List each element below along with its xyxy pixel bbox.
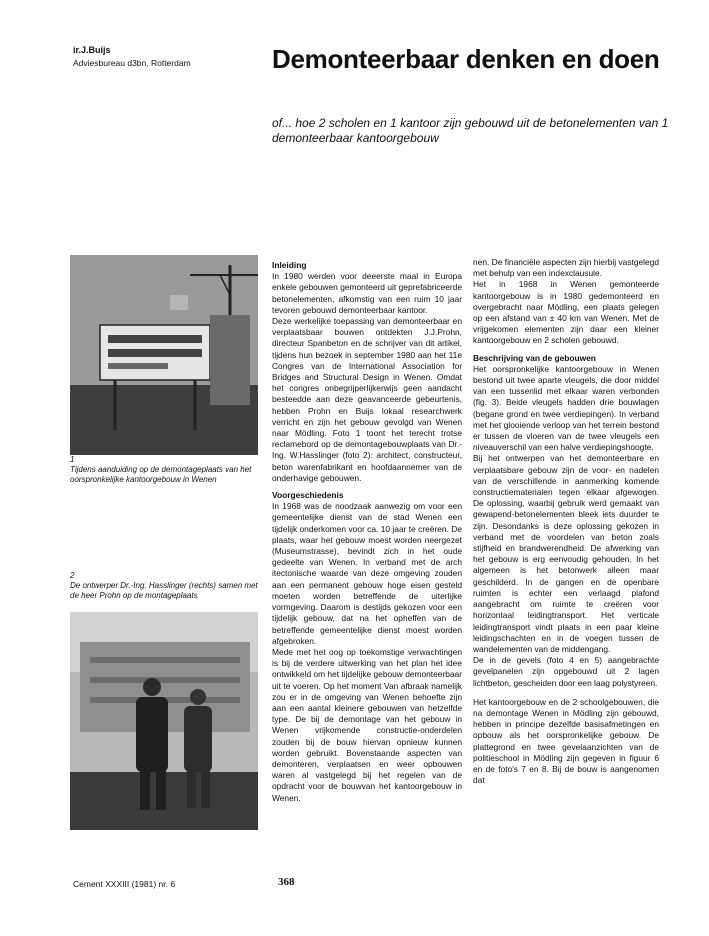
section-heading-beschrijving: Beschrijving van de gebouwen — [473, 352, 596, 363]
author-name: ir.J.Buijs — [73, 45, 111, 55]
paragraph: Het in 1968 in Wenen gemonteerde kantoorgebouw is in 1980 gedemonteerd en overgebracht naar Mödling, een plaats gelegen op een afstand van ± 40 km van Wenen. Met de vrijgekomen elementen zijn daar een kleiner kantoorgebouw en 2 scholen gebouwd. — [473, 279, 659, 346]
figure-1-caption-text: Tijdens aanduiding op de demontageplaats van het oorspronkelijke kantoorgebouw in Wenen — [70, 465, 252, 484]
photo-two-men — [70, 612, 258, 830]
section-heading-voorgeschiedenis: Voorgeschiedenis — [272, 490, 344, 501]
article-column-2 — [473, 257, 659, 842]
journal-reference: Cement XXXIII (1981) nr. 6 — [73, 879, 176, 889]
paragraph: De in de gevels (foto 4 en 5) aangebrachte gevelpanelen zijn opgebouwd uit 2 lagen lichtbeton, gescheiden door een laag polystyreen. — [473, 655, 659, 688]
author-affiliation: Adviesbureau d3bn, Rotterdam — [73, 58, 191, 68]
article-title: Demonteerbaar denken en doen — [272, 44, 660, 74]
paragraph: In 1968 was de noodzaak aanwezig om voor een gemeentelijke dienst van de stad Wenen een tijdelijk onderkomen voor ca. 10 jaar te creëren. De plaats, waar het gebouw moest worden neergezet (Museumstrasse), bevindt zich in het oude gedeelte van Wenen. In verband met de arch itectonische waarde van deze omgeving zouden aan een permanent gebouw hoge eisen gesteld moeten worden betreffende de uiterlijke vormgeving. Daarom is destijds gekozen voor een tijdelijk gebouw, dat na het opheffen van de betreffende gemeentelijke dienst moest worden afgebroken. — [272, 501, 462, 646]
paragraph: nen. De financiële aspecten zijn hierbij vastgelegd met behulp van een indexclausule. — [473, 257, 659, 279]
paragraph: Deze werkelijke toepassing van demonteerbaar en verplaatsbaar bouwen ontdekten J.J.Prohn, directeur Spanbeton en de schrijver van dit artikel, tijdens hun bezoek in september 1980 aan het 11e Congres van de International Association for Bridges and Structural Design in Wenen. Omdat het congres onbegrijperlijkerwijs geen aandacht besteedde aan deze geavanceerde gebeurtenis, hebben Prohn en Buijs lokaal researchwerk verricht en zijn het gebouw gevolgd van Wenen naar Mödling. Foto 1 toont het terecht trotse reclamebord op de demontagebouwplaats van Dr.-Ing. W.Hasslinger (foto 2): architect, constructeur, beton warenfabrikant en hoofdaannemer van de onderhavige gebouwen. — [272, 316, 462, 483]
page-number: 368 — [278, 876, 295, 888]
section-heading-inleiding: Inleiding — [272, 260, 307, 270]
paragraph: Het kantoorgebouw en de 2 schoolgebouwen, die na demontage Wenen in Mödling zijn gebouwd, hebben in principe dezelfde basisafmetingen en opbouw als het oorspronkelijke gebouw. De plattegrond en twee gevelaanzichten van de politieschool in Mödling zijn gegeven in figuur 6 en de foto's 7 en 8. Bij de bouw is aangenomen dat — [473, 696, 659, 786]
photo-1-illustration — [70, 255, 258, 455]
paragraph: Bij het ontwerpen van het demonteerbare en verplaatsbare gebouw zijn de voor- en nadelen van de verschillende in aanmerking komende constructiematerialen tegen elkaar afgewogen. De oplossing, waarbij gebruik werd gemaakt van gewapend-betonelementen bleek iets duurder te zijn. Desondanks is deze oplossing gekozen in verband met de voordelen van beton zoals stijfheid en brandwerendheid. De afwerking van het gebouw is erg eenvoudig gehouden. In het algemeen is het betonwerk alleen maar geschilderd. In de gangen en de openbare ruimten is echter een verlaagd plafond aangebracht om ruimte te creëren voor horizontaal leidingtransport. Het verticale leidingtransport vindt plaats in een paar kleine leidingschachten en in de voegen tussen de wandelementen van de middengang. — [473, 453, 659, 654]
paragraph: Mede met het oog op toekomstige verwachtingen is bij de verdere uitwerking van het plan het idee ontwikkeld om het tijdelijke gebouw demonteerbaar uit te voeren. Op het moment Van afbraak namelijk zou er in de omgeving van Wenen behoefte zijn aan een aantal kleinere gebouwen van hetzelfde type. De bij de demontage van het gebouw in Wenen vrijkomende constructie-onderdelen zouden bij de bouw hiervan opnieuw kunnen worden gebruikt. Bovenstaande aspecten van demonteren, verplaatsen en weer opbouwen waren al vastgelegd bij het regelen van de opdracht voor de bouwvan het kantoorgebouw in Wenen. — [272, 646, 462, 803]
photo-demolition-site — [70, 255, 258, 455]
figure-2-caption-text: De ontwerper Dr.-Ing. Hasslinger (rechts) samen met de heer Prohn op de montageplaats — [70, 581, 258, 600]
figure-1-caption — [70, 455, 258, 485]
article-column-1 — [272, 260, 462, 840]
figure-2-number: 2 — [70, 571, 75, 580]
paragraph: In 1980 werden voor deeerste maal in Europa enkele gebouwen gemonteerd uit geprefabriceerde betonelementen, afkomstig van een ruim 10 jaar tevoren gebouwd demonteerbaar kantoor. — [272, 271, 462, 315]
article-subtitle: of... hoe 2 scholen en 1 kantoor zijn gebouwd uit de betonelementen van 1 demonteerbaar kantoorgebouw — [272, 116, 669, 145]
paragraph: Het oorspronkelijke kantoorgebouw in Wenen bestond uit twee aparte vleugels, die door middel van een tussenlid met elkaar waren verbonden (fig. 3). Beide vleugels hadden drie bouwlagen (begane grond en twee verdiepingen). In verband met het glooiende verloop van het terrein bestond er tussen de vloeren van de twee vleugels een niveauverschil van een halve verdiepingshoogte. — [473, 363, 659, 453]
figure-2-caption — [70, 571, 258, 601]
paragraph-spacer — [473, 689, 659, 697]
figure-1-number: 1 — [70, 455, 75, 464]
photo-2-illustration — [70, 612, 258, 830]
